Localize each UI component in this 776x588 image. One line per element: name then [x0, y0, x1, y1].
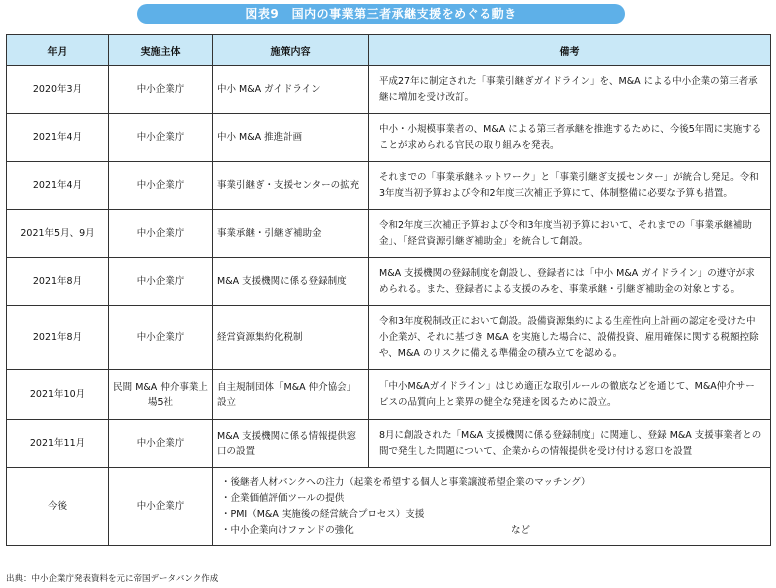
row-measure: 中小 M&A 推進計画: [213, 114, 369, 162]
header-row: [7, 35, 771, 66]
row-date: 2021年4月: [7, 114, 109, 162]
header-notes: 備考: [369, 35, 771, 66]
row-entity: 中小企業庁: [109, 258, 213, 306]
figure-title: 図表9 国内の事業第三者承継支援をめぐる動き: [137, 4, 625, 24]
row-measure: 事業引継ぎ・支援センターの拡充: [213, 162, 369, 210]
row-entity: 中小企業庁: [109, 306, 213, 370]
row-notes: 令和3年度税制改正において創設。設備資源集約による生産性向上計画の認定を受けた中小企業が、それに基づき M&A を実施した場合に、設備投資、雇用確保に関する税額控除や、M&A のリスクに備える準備金の積み立てを認める。: [369, 306, 771, 370]
row-notes: M&A 支援機関の登録制度を創設し、登録者には「中小 M&A ガイドライン」の遵守が求められる。また、登録者による支援のみを、事業承継・引継ぎ補助金の対象とする。: [369, 258, 771, 306]
row-date: 2021年11月: [7, 420, 109, 468]
row-measure: 自主規制団体「M&A 仲介協会」設立: [213, 370, 369, 420]
row-date: 2021年10月: [7, 370, 109, 420]
future-etc: など: [511, 524, 531, 536]
row-date: 2021年8月: [7, 258, 109, 306]
header-measure: 施策内容: [213, 35, 369, 66]
row-entity: 中小企業庁: [109, 162, 213, 210]
table-row: [7, 258, 771, 306]
future-item-last: [221, 523, 764, 539]
table-row: [7, 66, 771, 114]
row-notes: 令和2年度三次補正予算および令和3年度当初予算において、それまでの「事業承継補助金」、「経営資源引継ぎ補助金」を統合して創設。: [369, 210, 771, 258]
header-entity: 実施主体: [109, 35, 213, 66]
row-date: 2021年5月、9月: [7, 210, 109, 258]
row-entity: 民間 M&A 仲介事業上場5社: [109, 370, 213, 420]
policy-table: [6, 34, 771, 546]
table-row: [7, 370, 771, 420]
future-plans: [213, 468, 771, 546]
header-date: 年月: [7, 35, 109, 66]
row-notes: それまでの「事業承継ネットワーク」と「事業引継ぎ支援センター」が統合し発足。令和3年度当初予算および令和2年度三次補正予算にて、体制整備に必要な予算も措置。: [369, 162, 771, 210]
row-entity: 中小企業庁: [109, 420, 213, 468]
row-measure: 中小 M&A ガイドライン: [213, 66, 369, 114]
table-row: [7, 162, 771, 210]
future-item: ・中小企業向けファンドの強化: [221, 524, 354, 536]
future-item: ・企業価値評価ツールの提供: [221, 492, 345, 504]
row-entity: 中小企業庁: [109, 210, 213, 258]
future-date: 今後: [7, 468, 109, 546]
future-entity: 中小企業庁: [109, 468, 213, 546]
row-notes: 中小・小規模事業者の、M&A による第三者承継を推進するために、今後5年間に実施することが求められる官民の取り組みを発表。: [369, 114, 771, 162]
row-measure: M&A 支援機関に係る情報提供窓口の設置: [213, 420, 369, 468]
future-item: ・PMI（M&A 実施後の経営統合プロセス）支援: [221, 508, 425, 520]
row-notes: 8月に創設された「M&A 支援機関に係る登録制度」に関連し、登録 M&A 支援事業者との間で発生した問題について、企業からの情報提供を受け付ける窓口を設置: [369, 420, 771, 468]
table-row: [7, 420, 771, 468]
table-row: [7, 306, 771, 370]
future-item: ・後継者人材バンクへの注力（起業を希望する個人と事業譲渡希望企業のマッチング）: [221, 476, 591, 488]
row-date: 2021年4月: [7, 162, 109, 210]
table-row: [7, 210, 771, 258]
row-measure: 事業承継・引継ぎ補助金: [213, 210, 369, 258]
row-date: 2021年8月: [7, 306, 109, 370]
row-measure: M&A 支援機関に係る登録制度: [213, 258, 369, 306]
row-date: 2020年3月: [7, 66, 109, 114]
source-note: 出典：中小企業庁発表資料を元に帝国データバンク作成: [6, 574, 219, 584]
table-row: [7, 114, 771, 162]
row-measure: 経営資源集約化税制: [213, 306, 369, 370]
row-entity: 中小企業庁: [109, 114, 213, 162]
table-row-future: [7, 468, 771, 546]
row-notes: 平成27年に制定された「事業引継ぎガイドライン」を、M&A による中小企業の第三者承継に増加を受け改訂。: [369, 66, 771, 114]
row-notes: 「中小M&Aガイドライン」はじめ適正な取引ルールの徹底などを通じて、M&A仲介サービスの品質向上と業界の健全な発達を図るために設立。: [369, 370, 771, 420]
row-entity: 中小企業庁: [109, 66, 213, 114]
